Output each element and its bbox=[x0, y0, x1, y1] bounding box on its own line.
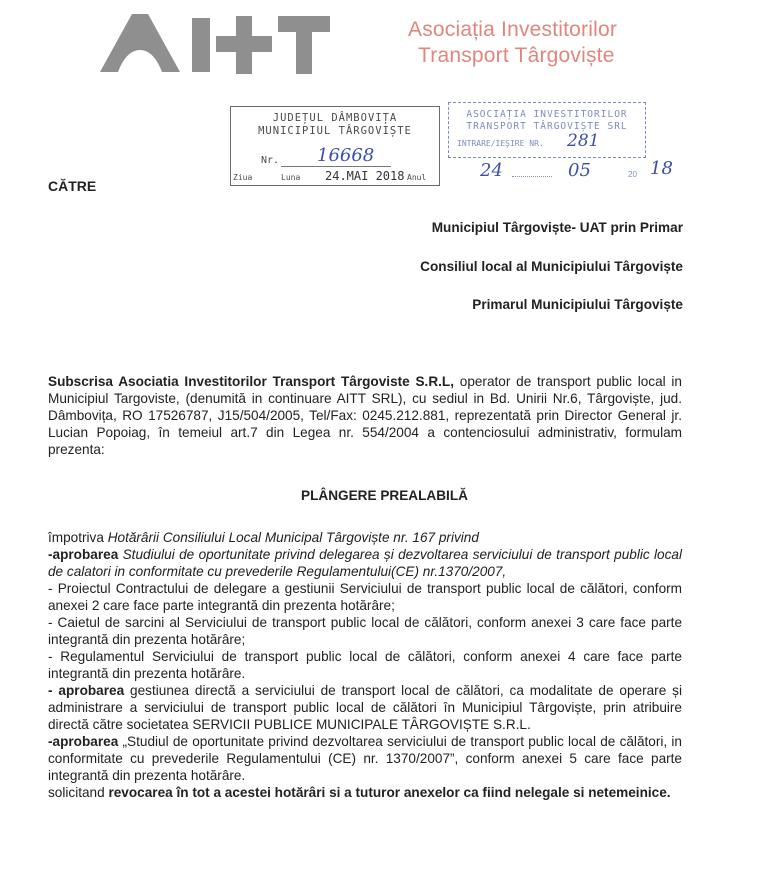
intro-lead: Subscrisa Asociatia Investitorilor Transport Târgoviste S.R.L, bbox=[48, 374, 454, 389]
document-title: PLÂNGERE PREALABILĂ bbox=[301, 488, 468, 503]
handwritten-day: 24 bbox=[480, 160, 503, 181]
body-item-opportunity-study: -aprobarea „Studiul de oportunitate privind dezvoltarea serviciului de transport public local de călători, in conformitate cu prevederile Regulamentului (CE) nr. 1370/2007”, conform anexei 5 care face parte integrantă din prezenta hotărâre. bbox=[48, 734, 682, 783]
body-line-against: împotriva Hotărârii Consiliului Local Municipal Târgoviște nr. 167 privind bbox=[48, 530, 479, 545]
registration-stamp-municipality bbox=[230, 106, 440, 186]
date-divider bbox=[512, 176, 552, 177]
recipient-heading: CĂTRE bbox=[48, 178, 97, 194]
addressee-municipality: Municipiul Târgoviște- UAT prin Primar bbox=[431, 220, 683, 235]
body-request: solicitand revocarea în tot a acestei hotărâri si a tuturor anexelor ca fiind nelegale si netemeinice. bbox=[48, 785, 671, 800]
stamp-month-label: Luna bbox=[281, 173, 301, 182]
body-item-study: -aprobarea Studiului de oportunitate privind delegarea și dezvoltarea serviciului de transport public local de calatori in conformitate cu prevederile Regulamentului(CE) nr.1370/2007, bbox=[48, 547, 682, 579]
stamp-nr-label: Nr. bbox=[261, 155, 280, 166]
stamp-entry-label: INTRARE/IEȘIRE NR. bbox=[457, 139, 544, 148]
stamp-year-label: Anul bbox=[407, 173, 427, 182]
intro-paragraph bbox=[48, 373, 682, 458]
addressee-local-council: Consiliul local al Municipiului Târgoviște bbox=[420, 259, 683, 274]
stamp-entry-number: 281 bbox=[567, 131, 600, 151]
stamp-assoc-line2: TRANSPORT TÂRGOVIȘTE SRL bbox=[466, 121, 628, 132]
stamp-date: 24.MAI 2018 bbox=[325, 169, 405, 183]
complaint-body bbox=[48, 529, 682, 801]
handwritten-year: 18 bbox=[650, 158, 673, 179]
logo-letter-a bbox=[100, 14, 180, 72]
stamp-county: JUDEȚUL DÂMBOVIȚA bbox=[272, 112, 398, 124]
addressee-mayor: Primarul Municipiului Târgoviște bbox=[472, 297, 683, 312]
stamp-registration-number: 16668 bbox=[317, 145, 375, 166]
registration-stamp-association bbox=[448, 102, 646, 158]
handwritten-month: 05 bbox=[568, 160, 591, 181]
logo-letter-i bbox=[192, 18, 210, 72]
year-prefix: 20 bbox=[628, 170, 637, 179]
intro-text: operator de transport public local in Municipiul Targoviste, (denumită in continuare AITT SRL), cu sediul in Bd. Unirii Nr.6, Târgoviște, jud. Dâmbovița, RO 17526787, J15/504/2005, Tel/Fax: 0245.212.881, reprezentată prin Director General jr. Lucian Popoiag, în temeiul art.7 din Legea nr. 554/2004 a contenciosului administrativ, formulam prezenta: bbox=[48, 374, 682, 457]
logo-letter-t bbox=[278, 16, 330, 74]
logo-plus bbox=[216, 16, 272, 74]
org-name-line2: Transport Târgoviște bbox=[418, 44, 615, 67]
aitt-logo bbox=[98, 12, 330, 76]
body-item-specifications: - Caietul de sarcini al Serviciului de transport public local de călători, conform anexei 3 care face parte integrantă din prezenta hotărâre; bbox=[48, 615, 682, 647]
body-item-direct-management: - aprobarea gestiunea directă a serviciului de transport local de călători, ca modalitate de operare și administrare a serviciului de transport public local de călători în Municipiul Târgoviște, prin atribuire directă către societatea SERVICII PUBLICE MUNICIPALE TÂRGOVIȘTE S.R.L. bbox=[48, 683, 682, 732]
org-name-line1: Asociația Investitorilor bbox=[408, 18, 618, 41]
stamp-assoc-line1: ASOCIAȚIA INVESTITORILOR bbox=[466, 109, 628, 120]
stamp-day-label: Ziua bbox=[233, 173, 253, 182]
body-item-regulation: - Regulamentul Serviciului de transport public local de călători, conform anexei 4 care face parte integrantă din prezenta hotărâre. bbox=[48, 649, 682, 681]
stamp-municipality: MUNICIPIUL TÂRGOVIȘTE bbox=[258, 125, 412, 137]
body-item-contract: - Proiectul Contractului de delegare a gestiunii Serviciului de transport public local de călători, conform anexei 2 care face parte integrantă din prezenta hotărâre; bbox=[48, 581, 682, 613]
stamp-nr-line bbox=[281, 166, 391, 167]
